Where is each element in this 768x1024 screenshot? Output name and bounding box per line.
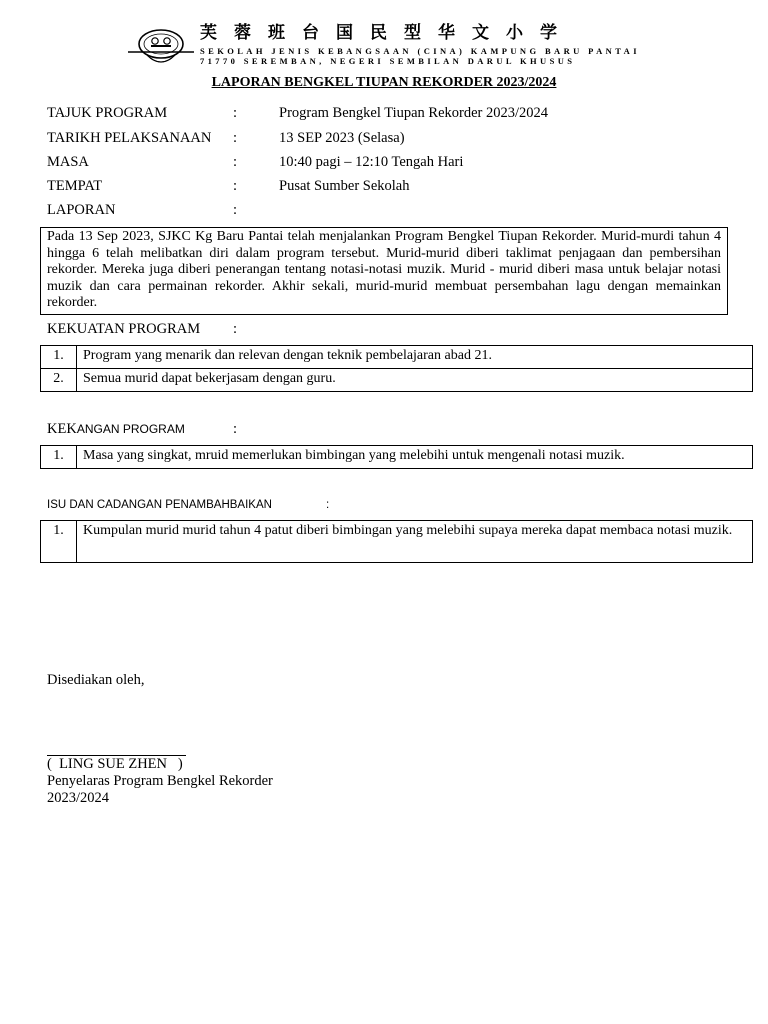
table-row xyxy=(41,369,753,392)
kekangan-heading-prefix: KEK xyxy=(47,421,77,437)
kekangan-colon: : xyxy=(233,421,238,437)
info-colon: : xyxy=(233,202,238,218)
info-label: LAPORAN xyxy=(47,202,116,218)
item-number: 1. xyxy=(41,346,77,369)
info-value: 10:40 pagi – 12:10 Tengah Hari xyxy=(279,154,464,170)
info-colon: : xyxy=(233,130,238,146)
item-text: Masa yang singkat, mruid memerlukan bimbingan yang melebihi untuk mengenali notasi muzik. xyxy=(77,446,753,469)
signer-position: Penyelaras Program Bengkel Rekorder xyxy=(47,773,273,789)
school-name-chinese: 芙蓉班台国民型华文小学 xyxy=(200,23,574,43)
signer-block xyxy=(47,756,273,807)
kekuatan-table xyxy=(40,345,753,392)
item-text: Kumpulan murid murid tahun 4 patut diberi bimbingan yang melebihi supaya mereka dapat membaca notasi muzik. xyxy=(77,521,753,563)
school-address: 71770 SEREMBAN, NEGERI SEMBILAN DARUL KHUSUS xyxy=(200,56,576,66)
item-text: Semua murid dapat bekerjasam dengan guru. xyxy=(77,369,753,392)
isu-table xyxy=(40,520,753,563)
item-number: 2. xyxy=(41,369,77,392)
isu-heading-text: ISU DAN CADANGAN PENAMBAHBAIKAN xyxy=(47,499,272,511)
school-logo-icon xyxy=(126,26,196,70)
info-label: TAJUK PROGRAM xyxy=(47,105,168,121)
table-row xyxy=(41,446,753,469)
table-row xyxy=(41,346,753,369)
info-value: Pusat Sumber Sekolah xyxy=(279,178,410,194)
info-value: Program Bengkel Tiupan Rekorder 2023/2024 xyxy=(279,105,549,121)
info-label: TARIKH PELAKSANAAN xyxy=(47,130,212,146)
info-label: MASA xyxy=(47,154,89,170)
page-title: LAPORAN BENGKEL TIUPAN REKORDER 2023/2024 xyxy=(211,75,557,90)
item-number: 1. xyxy=(41,521,77,563)
info-value: 13 SEP 2023 (Selasa) xyxy=(279,130,405,146)
item-number: 1. xyxy=(41,446,77,469)
kekuatan-heading xyxy=(47,321,238,338)
school-header xyxy=(126,22,646,72)
report-text-box: Pada 13 Sep 2023, SJKC Kg Baru Pantai telah menjalankan Program Bengkel Tiupan Rekorder. Murid-murdi tahun 4 hingga 6 telah melibatkan diri dalam program tersebut. Murid-murid diberi taklimat penjagaan dan pembersihan rekorder. Mereka juga diberi penerangan tentang notasi-notasi muzik. Murid - murid diberi masa untuk belajar notasi muzik dan cara permainan rekorder. Akhir sekali, murid-murid membuat persembahan lagu dengan memainkan rekorder. xyxy=(40,227,728,315)
isu-colon: : xyxy=(326,499,330,511)
info-colon: : xyxy=(233,154,238,170)
kekangan-table xyxy=(40,445,753,469)
school-name-english: SEKOLAH JENIS KEBANGSAAN (CINA) KAMPUNG BARU PANTAI xyxy=(200,46,640,56)
table-row xyxy=(41,521,753,563)
isu-heading xyxy=(47,499,330,511)
kekuatan-colon: : xyxy=(233,321,238,337)
kekangan-heading xyxy=(47,421,238,438)
signer-year: 2023/2024 xyxy=(47,790,110,806)
kekangan-heading-rest: ANGAN PROGRAM xyxy=(76,422,185,436)
item-text: Program yang menarik dan relevan dengan teknik pembelajaran abad 21. xyxy=(77,346,753,369)
prepared-by-label: Disediakan oleh, xyxy=(47,672,145,688)
signer-name: ( LING SUE ZHEN ) xyxy=(47,756,183,772)
info-colon: : xyxy=(233,105,238,121)
kekuatan-heading-text: KEKUATAN PROGRAM xyxy=(47,321,201,337)
info-label: TEMPAT xyxy=(47,178,103,194)
info-colon: : xyxy=(233,178,238,194)
